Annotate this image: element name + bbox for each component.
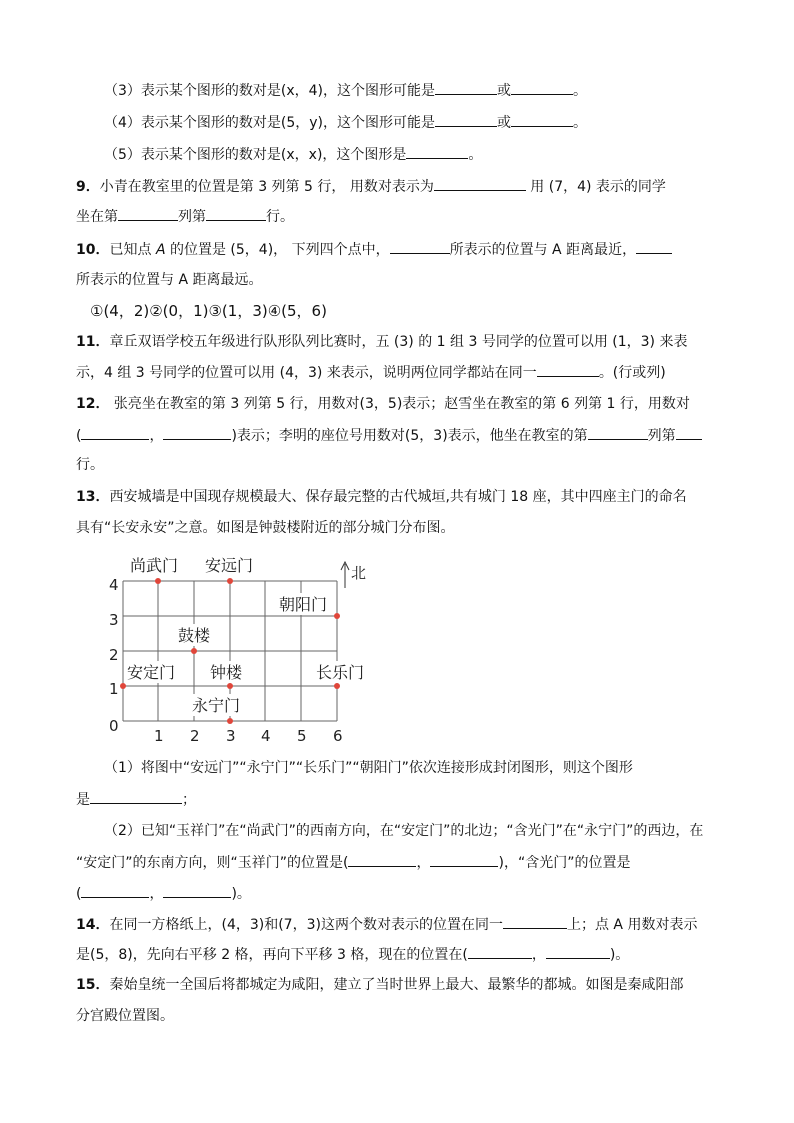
answer-blank[interactable] bbox=[468, 944, 532, 959]
answer-blank[interactable] bbox=[511, 80, 573, 95]
point-gulou bbox=[191, 648, 197, 654]
q8-item5: （5）表示某个图形的数对是(x，x)，这个图形是 。 bbox=[104, 144, 482, 165]
q13-sub2-line3: ( ， )。 bbox=[76, 883, 251, 904]
answer-blank[interactable] bbox=[676, 425, 702, 440]
q8-item3: （3）表示某个图形的数对是(x，4)，这个图形可能是 或 。 bbox=[104, 80, 587, 101]
gate-label-yongning: 永宁门 bbox=[192, 696, 241, 715]
x-tick: 2 bbox=[190, 727, 200, 745]
y-tick: 3 bbox=[109, 611, 119, 629]
answer-blank[interactable] bbox=[546, 944, 610, 959]
point-anyuan bbox=[227, 578, 233, 584]
q12-line1: 12． 张亮坐在教室的第 3 列第 5 行，用数对(3，5)表示；赵雪坐在教室的第 6 列第 1 行，用数对 bbox=[76, 396, 690, 412]
drum-tower-label: 鼓楼 bbox=[178, 626, 211, 645]
q10-options: ①(4，2)②(0，1)③(1，3)④(5，6) bbox=[90, 302, 327, 320]
answer-blank[interactable] bbox=[206, 206, 266, 221]
q12-line2: ( ， )表示；李明的座位号用数对(5，3)表示，他坐在教室的第 列第 bbox=[76, 425, 702, 446]
north-arrow-icon bbox=[341, 562, 349, 588]
x-tick: 3 bbox=[226, 727, 236, 745]
point-chaoyang bbox=[334, 613, 340, 619]
x-tick: 4 bbox=[261, 727, 271, 745]
q10-line1: 10．已知点 A 的位置是 (5，4)， 下列四个点中， 所表示的位置与 A 距离最近， bbox=[76, 239, 672, 260]
x-tick: 5 bbox=[297, 727, 307, 745]
q12-line3: 行。 bbox=[76, 457, 104, 473]
point-anding bbox=[120, 683, 126, 689]
q13-sub1-line1: （1）将图中“安远门”“永宁门”“长乐门”“朝阳门”依次连接形成封闭图形，则这个图形 bbox=[104, 760, 633, 776]
q15-line2: 分宫殿位置图。 bbox=[76, 1008, 174, 1024]
q10-line2: 所表示的位置与 A 距离最远。 bbox=[76, 272, 263, 288]
answer-blank[interactable] bbox=[90, 789, 182, 804]
gate-label-anding: 安定门 bbox=[127, 663, 176, 682]
y-tick: 2 bbox=[109, 646, 119, 664]
answer-blank[interactable] bbox=[434, 176, 526, 191]
q13-sub2-line2: “安定门”的东南方向，则“玉祥门”的位置是( ， )，“含光门”的位置是 bbox=[76, 852, 630, 873]
q8-item4: （4）表示某个图形的数对是(5，y)，这个图形可能是 或 。 bbox=[104, 112, 587, 133]
answer-blank[interactable] bbox=[390, 239, 450, 254]
answer-blank[interactable] bbox=[118, 206, 178, 221]
q13-line2: 具有“长安永安”之意。如图是钟鼓楼附近的部分城门分布图。 bbox=[76, 520, 455, 536]
answer-blank[interactable] bbox=[81, 425, 149, 440]
answer-blank[interactable] bbox=[163, 425, 231, 440]
q13-sub2-line1: （2）已知“玉祥门”在“尚武门”的西南方向，在“安定门”的北边；“含光门”在“永宁门”的西边，在 bbox=[104, 823, 704, 839]
answer-blank[interactable] bbox=[588, 425, 648, 440]
y-tick: 1 bbox=[109, 680, 119, 698]
answer-blank[interactable] bbox=[435, 112, 497, 127]
q14-line1: 14．在同一方格纸上，(4，3)和(7，3)这两个数对表示的位置在同一 上；点 A 用数对表示 bbox=[76, 914, 697, 935]
q14-line2: 是(5，8)，先向右平移 2 格，再向下平移 3 格，现在的位置在( ， )。 bbox=[76, 944, 629, 965]
answer-blank[interactable] bbox=[636, 239, 672, 254]
q11-line1: 11．章丘双语学校五年级进行队形队列比赛时，五 (3) 的 1 组 3 号同学的位置可以用 (1，3) 来表 bbox=[76, 334, 688, 350]
point-yongning bbox=[227, 718, 233, 724]
answer-blank[interactable] bbox=[81, 883, 149, 898]
q9-line1: 9．小青在教室里的位置是第 3 列第 5 行， 用数对表示为 用 (7，4) 表示的同学 bbox=[76, 176, 666, 197]
gate-label-changle: 长乐门 bbox=[316, 663, 365, 682]
city-gate-map bbox=[100, 548, 400, 748]
origin-tick: 0 bbox=[109, 717, 119, 735]
point-zhonglou bbox=[227, 683, 233, 689]
answer-blank[interactable] bbox=[406, 144, 468, 159]
y-tick: 4 bbox=[109, 576, 119, 594]
q13-line1: 13．西安城墙是中国现存规模最大、保存最完整的古代城垣,共有城门 18 座，其中四座主门的命名 bbox=[76, 489, 687, 505]
x-tick: 6 bbox=[333, 727, 343, 745]
gate-label-anyuan: 安远门 bbox=[205, 556, 254, 575]
gate-label-shangwu: 尚武门 bbox=[130, 556, 179, 575]
answer-blank[interactable] bbox=[503, 914, 567, 929]
answer-blank[interactable] bbox=[537, 362, 599, 377]
q11-line2: 示，4 组 3 号同学的位置可以用 (4，3) 来表示，说明两位同学都站在同一 。(行或列) bbox=[76, 362, 666, 383]
answer-blank[interactable] bbox=[435, 80, 497, 95]
north-label: 北 bbox=[351, 564, 367, 582]
q13-sub1-line2: 是 ； bbox=[76, 789, 196, 810]
point-changle bbox=[334, 683, 340, 689]
answer-blank[interactable] bbox=[511, 112, 573, 127]
gate-label-chaoyang: 朝阳门 bbox=[279, 595, 328, 614]
q9-line2: 坐在第 列第 行。 bbox=[76, 206, 294, 227]
point-shangwu bbox=[155, 578, 161, 584]
x-tick: 1 bbox=[154, 727, 164, 745]
answer-blank[interactable] bbox=[430, 852, 498, 867]
bell-tower-label: 钟楼 bbox=[210, 663, 243, 682]
q15-line1: 15．秦始皇统一全国后将都城定为咸阳，建立了当时世界上最大、最繁华的都城。如图是秦咸阳部 bbox=[76, 977, 684, 993]
answer-blank[interactable] bbox=[163, 883, 231, 898]
answer-blank[interactable] bbox=[348, 852, 416, 867]
